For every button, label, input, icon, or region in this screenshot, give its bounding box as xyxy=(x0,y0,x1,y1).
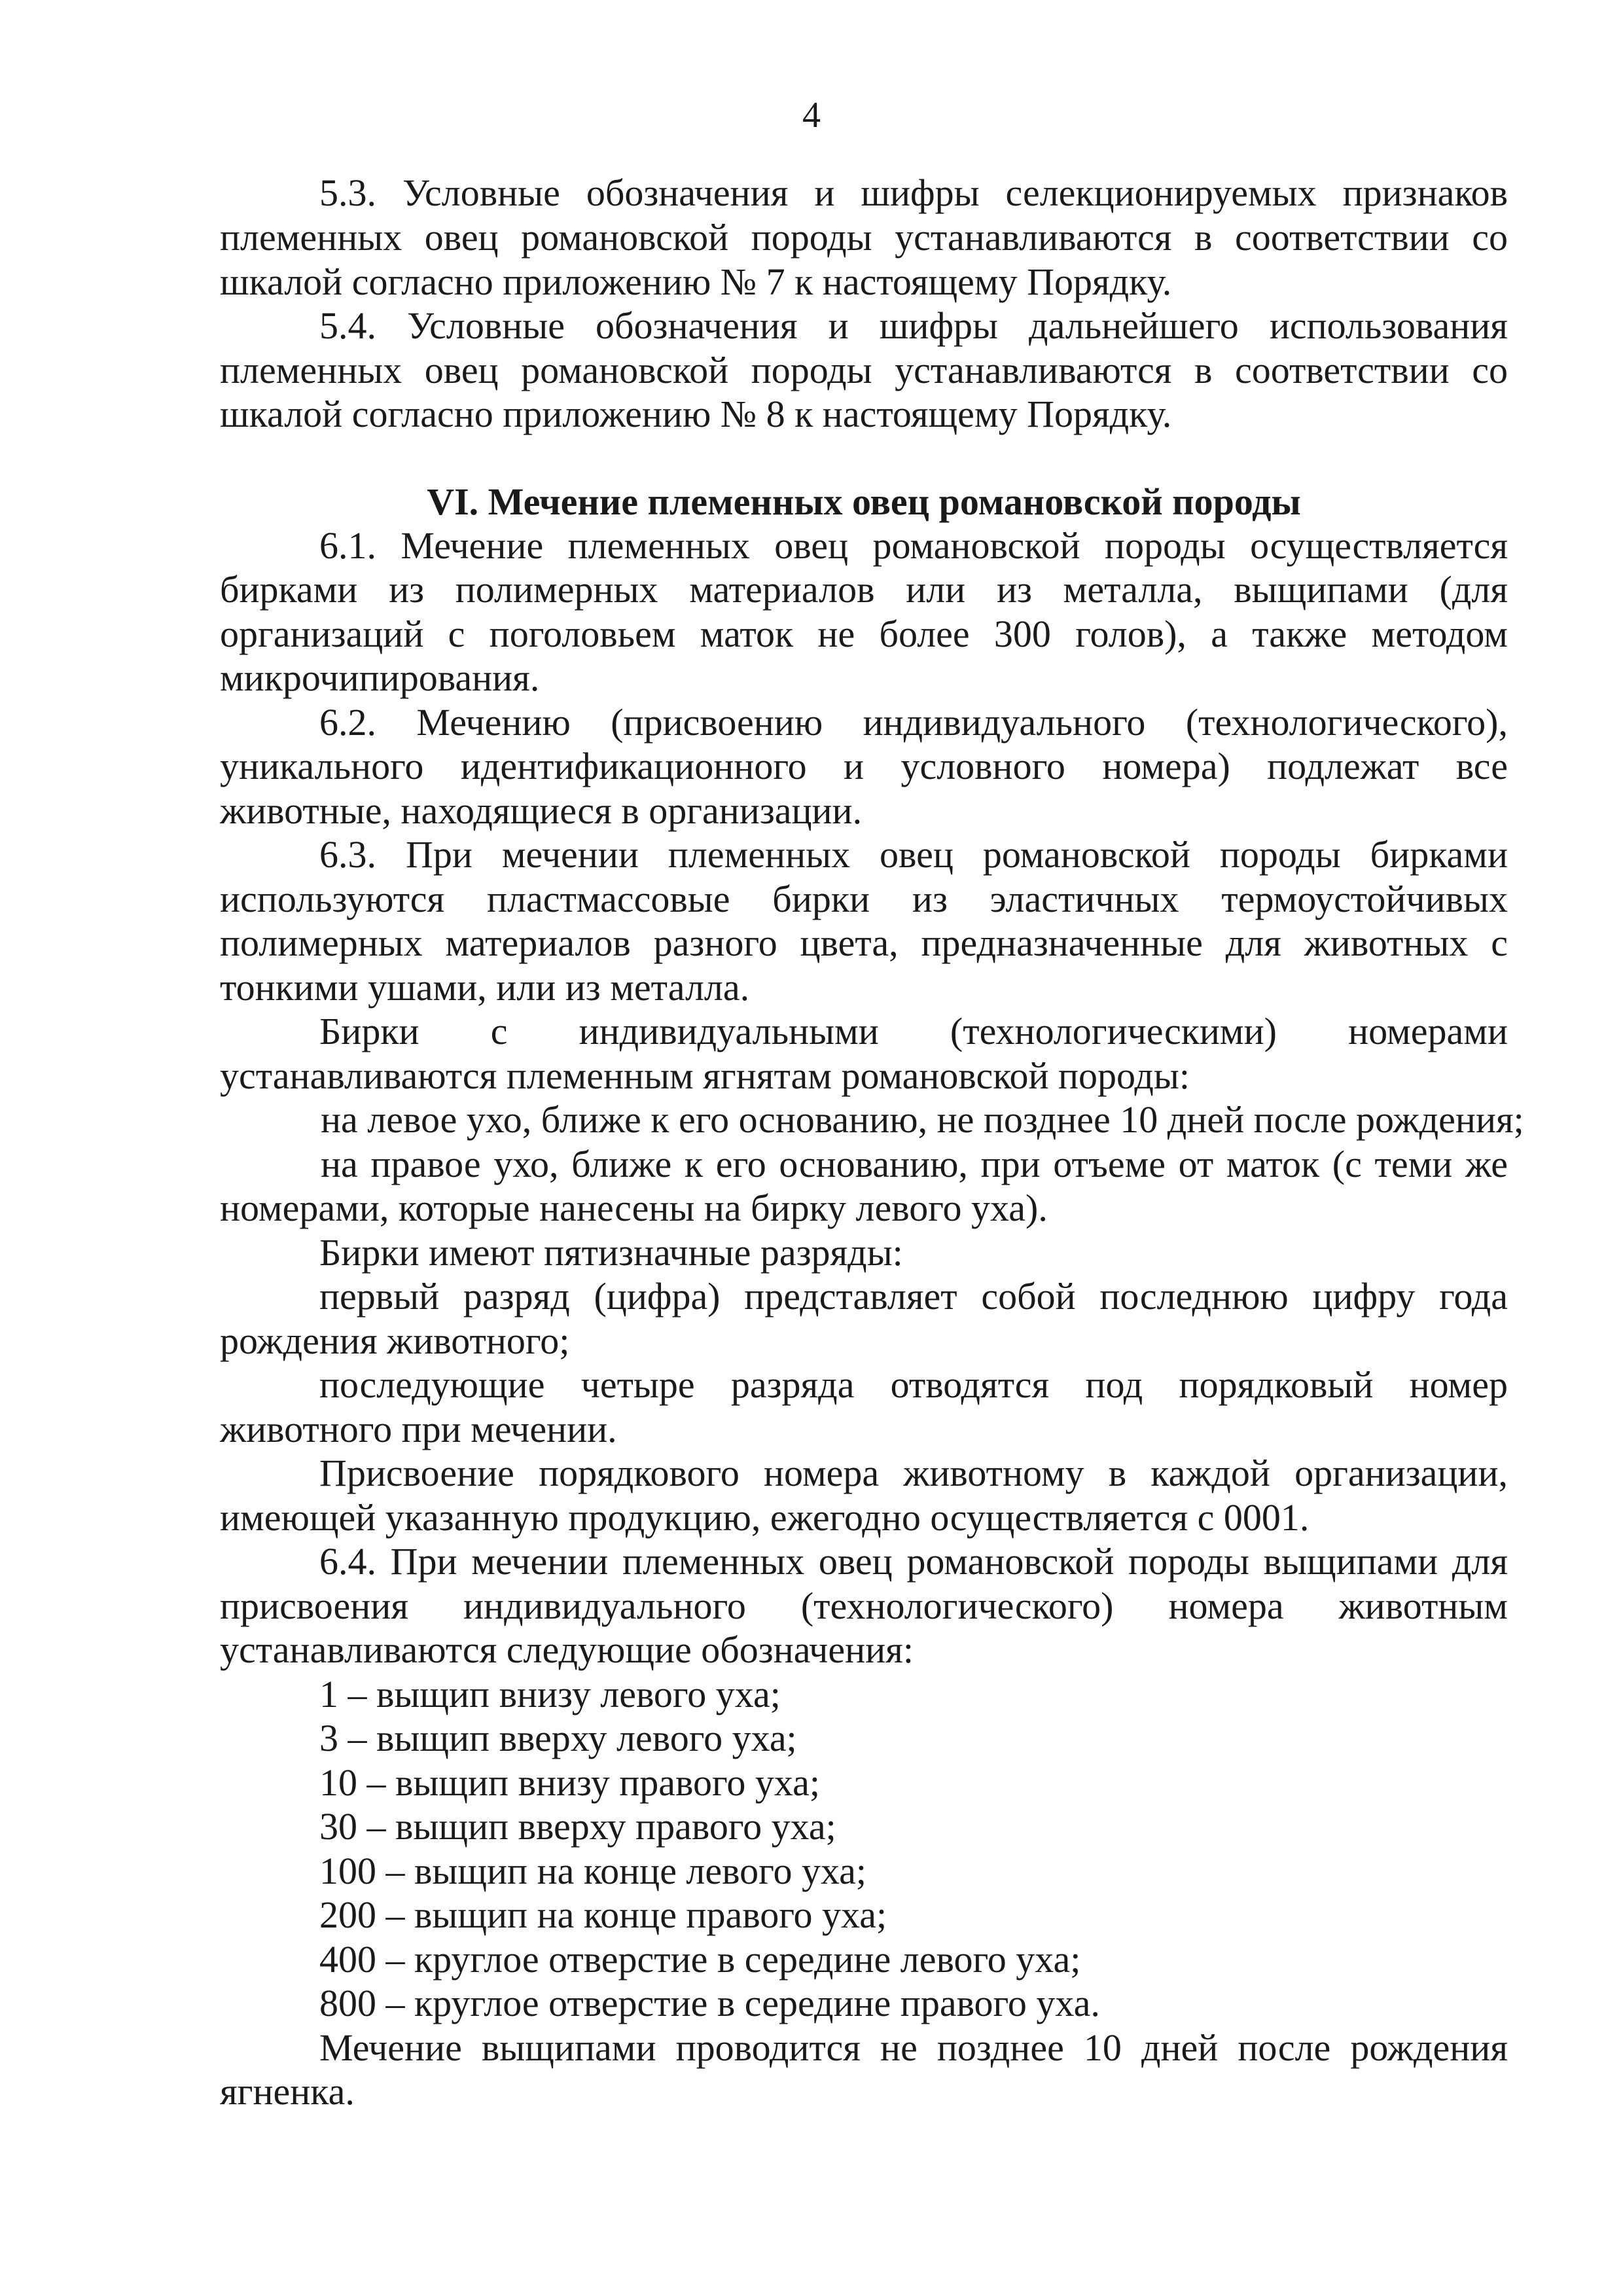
paragraph-6-1-line-4: микрочипирования. xyxy=(220,656,540,699)
assign-line-2: имеющей указанную продукцию, ежегодно осуществляется с 0001. xyxy=(220,1496,1310,1539)
paragraph-6-1-line-3: организаций с поголовьем маток не более 300 голов), а также методом xyxy=(220,613,1508,655)
next-digits-line-1: последующие четыре разряда отводятся под порядковый номер xyxy=(319,1363,1508,1406)
digits-line: Бирки имеют пятизначные разряды: xyxy=(319,1231,903,1274)
final-paragraph-line-1: Мечение выщипами проводится не позднее 10 дней после рождения xyxy=(319,2026,1508,2069)
first-digit-line-2: рождения животного; xyxy=(220,1319,570,1362)
notch-item: 200 – выщип на конце правого уха; xyxy=(319,1893,887,1936)
paragraph-6-2-line-2: уникального идентификационного и условного номера) подлежат все xyxy=(220,745,1508,787)
paragraph-5-4-line-1: 5.4. Условные обозначения и шифры дальнейшего использования xyxy=(319,304,1508,347)
section-heading: VI. Мечение племенных овец романовской породы xyxy=(427,480,1301,523)
notch-item: 100 – выщип на конце левого уха; xyxy=(319,1850,867,1892)
notch-item: 30 – выщип вверху правого уха; xyxy=(319,1805,836,1848)
paragraph-6-2-line-3: животные, находящиеся в организации. xyxy=(220,789,863,832)
paragraph-6-2-line-1: 6.2. Мечению (присвоению индивидуального (технологического), xyxy=(319,701,1508,744)
notch-item: 800 – круглое отверстие в середине правого уха. xyxy=(319,1982,1100,2024)
paragraph-6-1-line-1: 6.1. Мечение племенных овец романовской породы осуществляется xyxy=(319,524,1508,567)
right-ear-line-1: на правое ухо, ближе к его основанию, при отъеме от маток (с теми же xyxy=(321,1143,1508,1185)
notch-item: 10 – выщип внизу правого уха; xyxy=(319,1761,820,1804)
page-number: 4 xyxy=(802,95,821,135)
paragraph-6-4-line-3: устанавливаются следующие обозначения: xyxy=(220,1628,914,1671)
first-digit-line-1: первый разряд (цифра) представляет собой последнюю цифру года xyxy=(319,1275,1508,1318)
paragraph-6-4-line-2: присвоения индивидуального (технологического) номера животным xyxy=(220,1585,1508,1627)
paragraph-6-3-line-2: используются пластмассовые бирки из эластичных термоустойчивых xyxy=(220,878,1508,920)
tags-paragraph-line-1: Бирки с индивидуальными (технологическими) номерами xyxy=(319,1010,1508,1052)
paragraph-6-4-line-1: 6.4. При мечении племенных овец романовской породы выщипами для xyxy=(319,1540,1508,1583)
paragraph-6-3-line-1: 6.3. При мечении племенных овец романовской породы бирками xyxy=(319,833,1508,876)
assign-line-1: Присвоение порядкового номера животному в каждой организации, xyxy=(319,1452,1508,1494)
paragraph-5-4-line-2: племенных овец романовской породы устанавливаются в соответствии со xyxy=(220,349,1508,391)
notch-item: 400 – круглое отверстие в середине левого уха; xyxy=(319,1938,1081,1981)
next-digits-line-2: животного при мечении. xyxy=(220,1408,617,1450)
paragraph-6-3-line-3: полимерных материалов разного цвета, предназначенные для животных с xyxy=(220,922,1508,964)
final-paragraph-line-2: ягненка. xyxy=(220,2070,355,2113)
right-ear-line-2: номерами, которые нанесены на бирку левого уха). xyxy=(220,1187,1048,1229)
paragraph-5-4-line-3: шкалой согласно приложению № 8 к настоящему Порядку. xyxy=(220,393,1172,435)
paragraph-6-3-line-4: тонкими ушами, или из металла. xyxy=(220,966,750,1009)
paragraph-5-3-line-1: 5.3. Условные обозначения и шифры селекционируемых признаков xyxy=(319,171,1508,214)
left-ear-line: на левое ухо, ближе к его основанию, не позднее 10 дней после рождения; xyxy=(321,1098,1524,1141)
notch-item: 3 – выщип вверху левого уха; xyxy=(319,1717,797,1759)
paragraph-5-3-line-3: шкалой согласно приложению № 7 к настоящему Порядку. xyxy=(220,260,1172,303)
paragraph-6-1-line-2: бирками из полимерных материалов или из металла, выщипами (для xyxy=(220,568,1508,611)
notch-item: 1 – выщип внизу левого уха; xyxy=(319,1673,781,1715)
paragraph-5-3-line-2: племенных овец романовской породы устанавливаются в соответствии со xyxy=(220,216,1508,259)
tags-paragraph-line-2: устанавливаются племенным ягнятам романовской породы: xyxy=(220,1054,1190,1097)
